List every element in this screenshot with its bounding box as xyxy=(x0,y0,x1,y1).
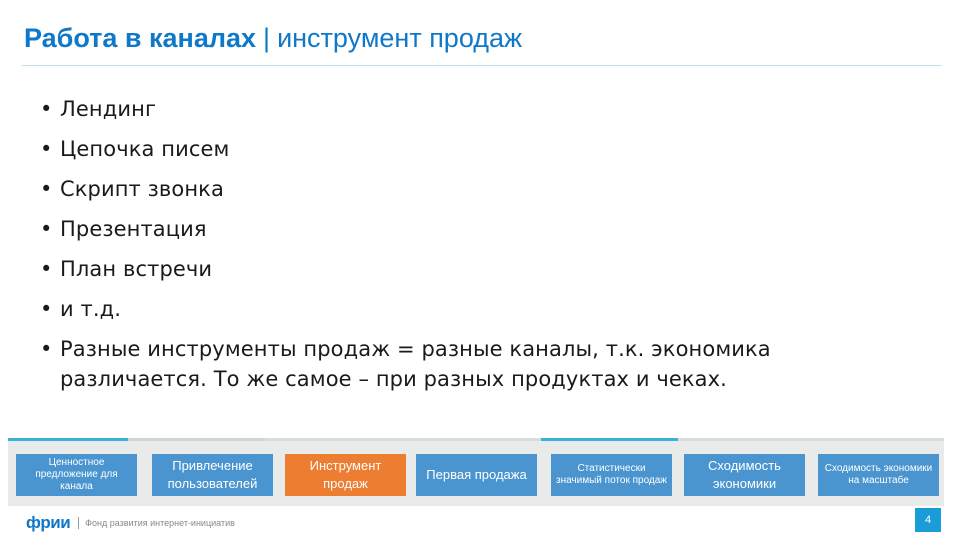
bullet-text: План встречи xyxy=(60,257,213,281)
bullet-item xyxy=(40,174,860,204)
step-economics-at-scale: Сходимость экономики на масштабе xyxy=(818,454,939,496)
bullet-text: и т.д. xyxy=(60,297,122,321)
bullet-dot: • xyxy=(40,337,53,361)
band-accent-line xyxy=(265,438,541,441)
step-unit-economics: Сходимость экономики xyxy=(684,454,805,496)
title-subtitle: инструмент продаж xyxy=(277,23,523,53)
bullet-dot: • xyxy=(40,177,53,201)
title-separator: | xyxy=(263,23,271,53)
bullet-text: Цепочка писем xyxy=(60,137,230,161)
step-value-proposition: Ценностное предложение для канала xyxy=(16,454,137,496)
step-first-sale: Первая продажа xyxy=(416,454,537,496)
bullet-item xyxy=(40,334,860,394)
bullet-text: Скрипт звонка xyxy=(60,177,224,201)
frii-logo xyxy=(26,513,235,533)
bullet-dot: • xyxy=(40,217,53,241)
bullet-dot: • xyxy=(40,297,53,321)
bullet-list xyxy=(40,94,860,394)
slide-title xyxy=(24,20,522,56)
process-band xyxy=(8,438,944,506)
bullet-dot: • xyxy=(40,137,53,161)
page-number: 4 xyxy=(915,508,941,532)
bullet-text: Разные инструменты продаж = разные каналы, т.к. экономика различается. То же самое – при разных продуктах и чеках. xyxy=(60,337,771,391)
logo-wordmark: фрии xyxy=(26,513,71,532)
band-accent-line xyxy=(541,438,678,441)
band-accent-line xyxy=(678,438,944,441)
band-accent-line xyxy=(128,438,265,441)
bullet-text: Лендинг xyxy=(60,97,157,121)
bullet-item xyxy=(40,254,860,284)
bullet-dot: • xyxy=(40,97,53,121)
bullet-dot: • xyxy=(40,257,53,281)
logo-divider xyxy=(78,517,79,529)
logo-tagline: Фонд развития интернет-инициатив xyxy=(85,518,235,528)
bullet-text: Презентация xyxy=(60,217,207,241)
step-sales-tool: Инструмент продаж xyxy=(285,454,406,496)
title-main: Работа в каналах xyxy=(24,23,257,53)
title-divider xyxy=(22,65,942,66)
bullet-item xyxy=(40,294,860,324)
bullet-item xyxy=(40,214,860,244)
bullet-item xyxy=(40,134,860,164)
bullet-item xyxy=(40,94,860,124)
band-accent-line xyxy=(8,438,128,441)
step-user-acquisition: Привлечение пользователей xyxy=(152,454,273,496)
step-significant-flow: Статистически значимый поток продаж xyxy=(551,454,672,496)
